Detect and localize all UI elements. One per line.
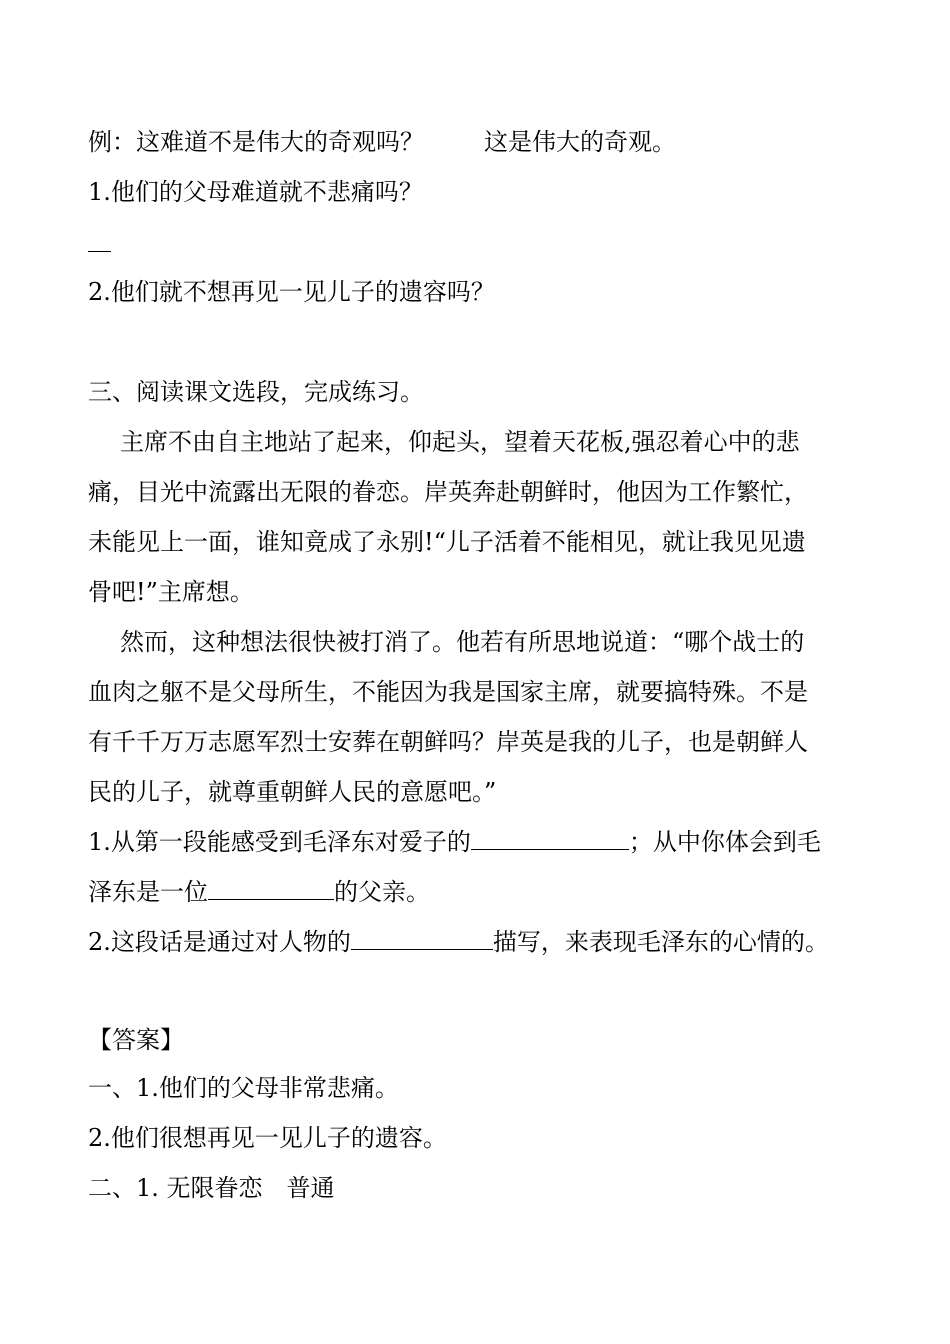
passage-line: 有千千万万志愿军烈士安葬在朝鲜吗？岸英是我的儿子，也是朝鲜人 bbox=[88, 728, 808, 756]
example-answer: 这是伟大的奇观。 bbox=[484, 128, 676, 156]
fill-blank[interactable] bbox=[351, 925, 493, 950]
passage-line: 痛，目光中流露出无限的眷恋。岸英奔赴朝鲜时，他因为工作繁忙， bbox=[88, 478, 808, 506]
example-question: 例：这难道不是伟大的奇观吗？ bbox=[88, 128, 424, 156]
rewrite-item-1: 1.他们的父母难道就不悲痛吗？ bbox=[88, 178, 423, 206]
answer-line: 2.他们很想再见一见儿子的遗容。 bbox=[88, 1124, 447, 1152]
question-2-text: 2.这段话是通过对人物的 bbox=[88, 928, 351, 956]
passage-line: 未能见上一面，谁知竟成了永别!“儿子活着不能相见，就让我见见遗 bbox=[88, 528, 806, 556]
question-2-line bbox=[88, 925, 829, 957]
question-1-text: ；从中你体会到毛 bbox=[628, 828, 821, 856]
answer-line: 二、1. 无限眷恋 普通 bbox=[88, 1174, 335, 1202]
example-line bbox=[88, 127, 676, 157]
rewrite-item-2: 2.他们就不想再见一见儿子的遗容吗？ bbox=[88, 278, 495, 306]
section3-heading: 三、阅读课文选段，完成练习。 bbox=[88, 378, 424, 406]
fill-blank[interactable] bbox=[471, 825, 629, 850]
passage-line: 民的儿子，就尊重朝鲜人民的意愿吧。” bbox=[88, 778, 497, 806]
passage-line: 然而，这种想法很快被打消了。他若有所思地说道：“哪个战士的 bbox=[120, 628, 805, 656]
passage-line: 骨吧!”主席想。 bbox=[88, 578, 254, 606]
answer-line: 一、1.他们的父母非常悲痛。 bbox=[88, 1074, 399, 1102]
answer-blank-line bbox=[88, 251, 111, 252]
question-2-text: 描写，来表现毛泽东的心情的。 bbox=[492, 928, 829, 956]
question-1-text: 泽东是一位 bbox=[88, 878, 208, 906]
answers-heading: 【答案】 bbox=[88, 1026, 184, 1054]
fill-blank[interactable] bbox=[208, 875, 334, 900]
question-1-line-1 bbox=[88, 825, 821, 857]
question-1-text: 的父亲。 bbox=[334, 878, 430, 906]
question-1-line-2 bbox=[88, 875, 430, 907]
passage-line: 血肉之躯不是父母所生，不能因为我是国家主席，就要搞特殊。不是 bbox=[88, 678, 808, 706]
passage-line: 主席不由自主地站了起来，仰起头，望着天花板,强忍着心中的悲 bbox=[120, 428, 800, 456]
question-1-text: 1.从第一段能感受到毛泽东对爱子的 bbox=[88, 828, 471, 856]
